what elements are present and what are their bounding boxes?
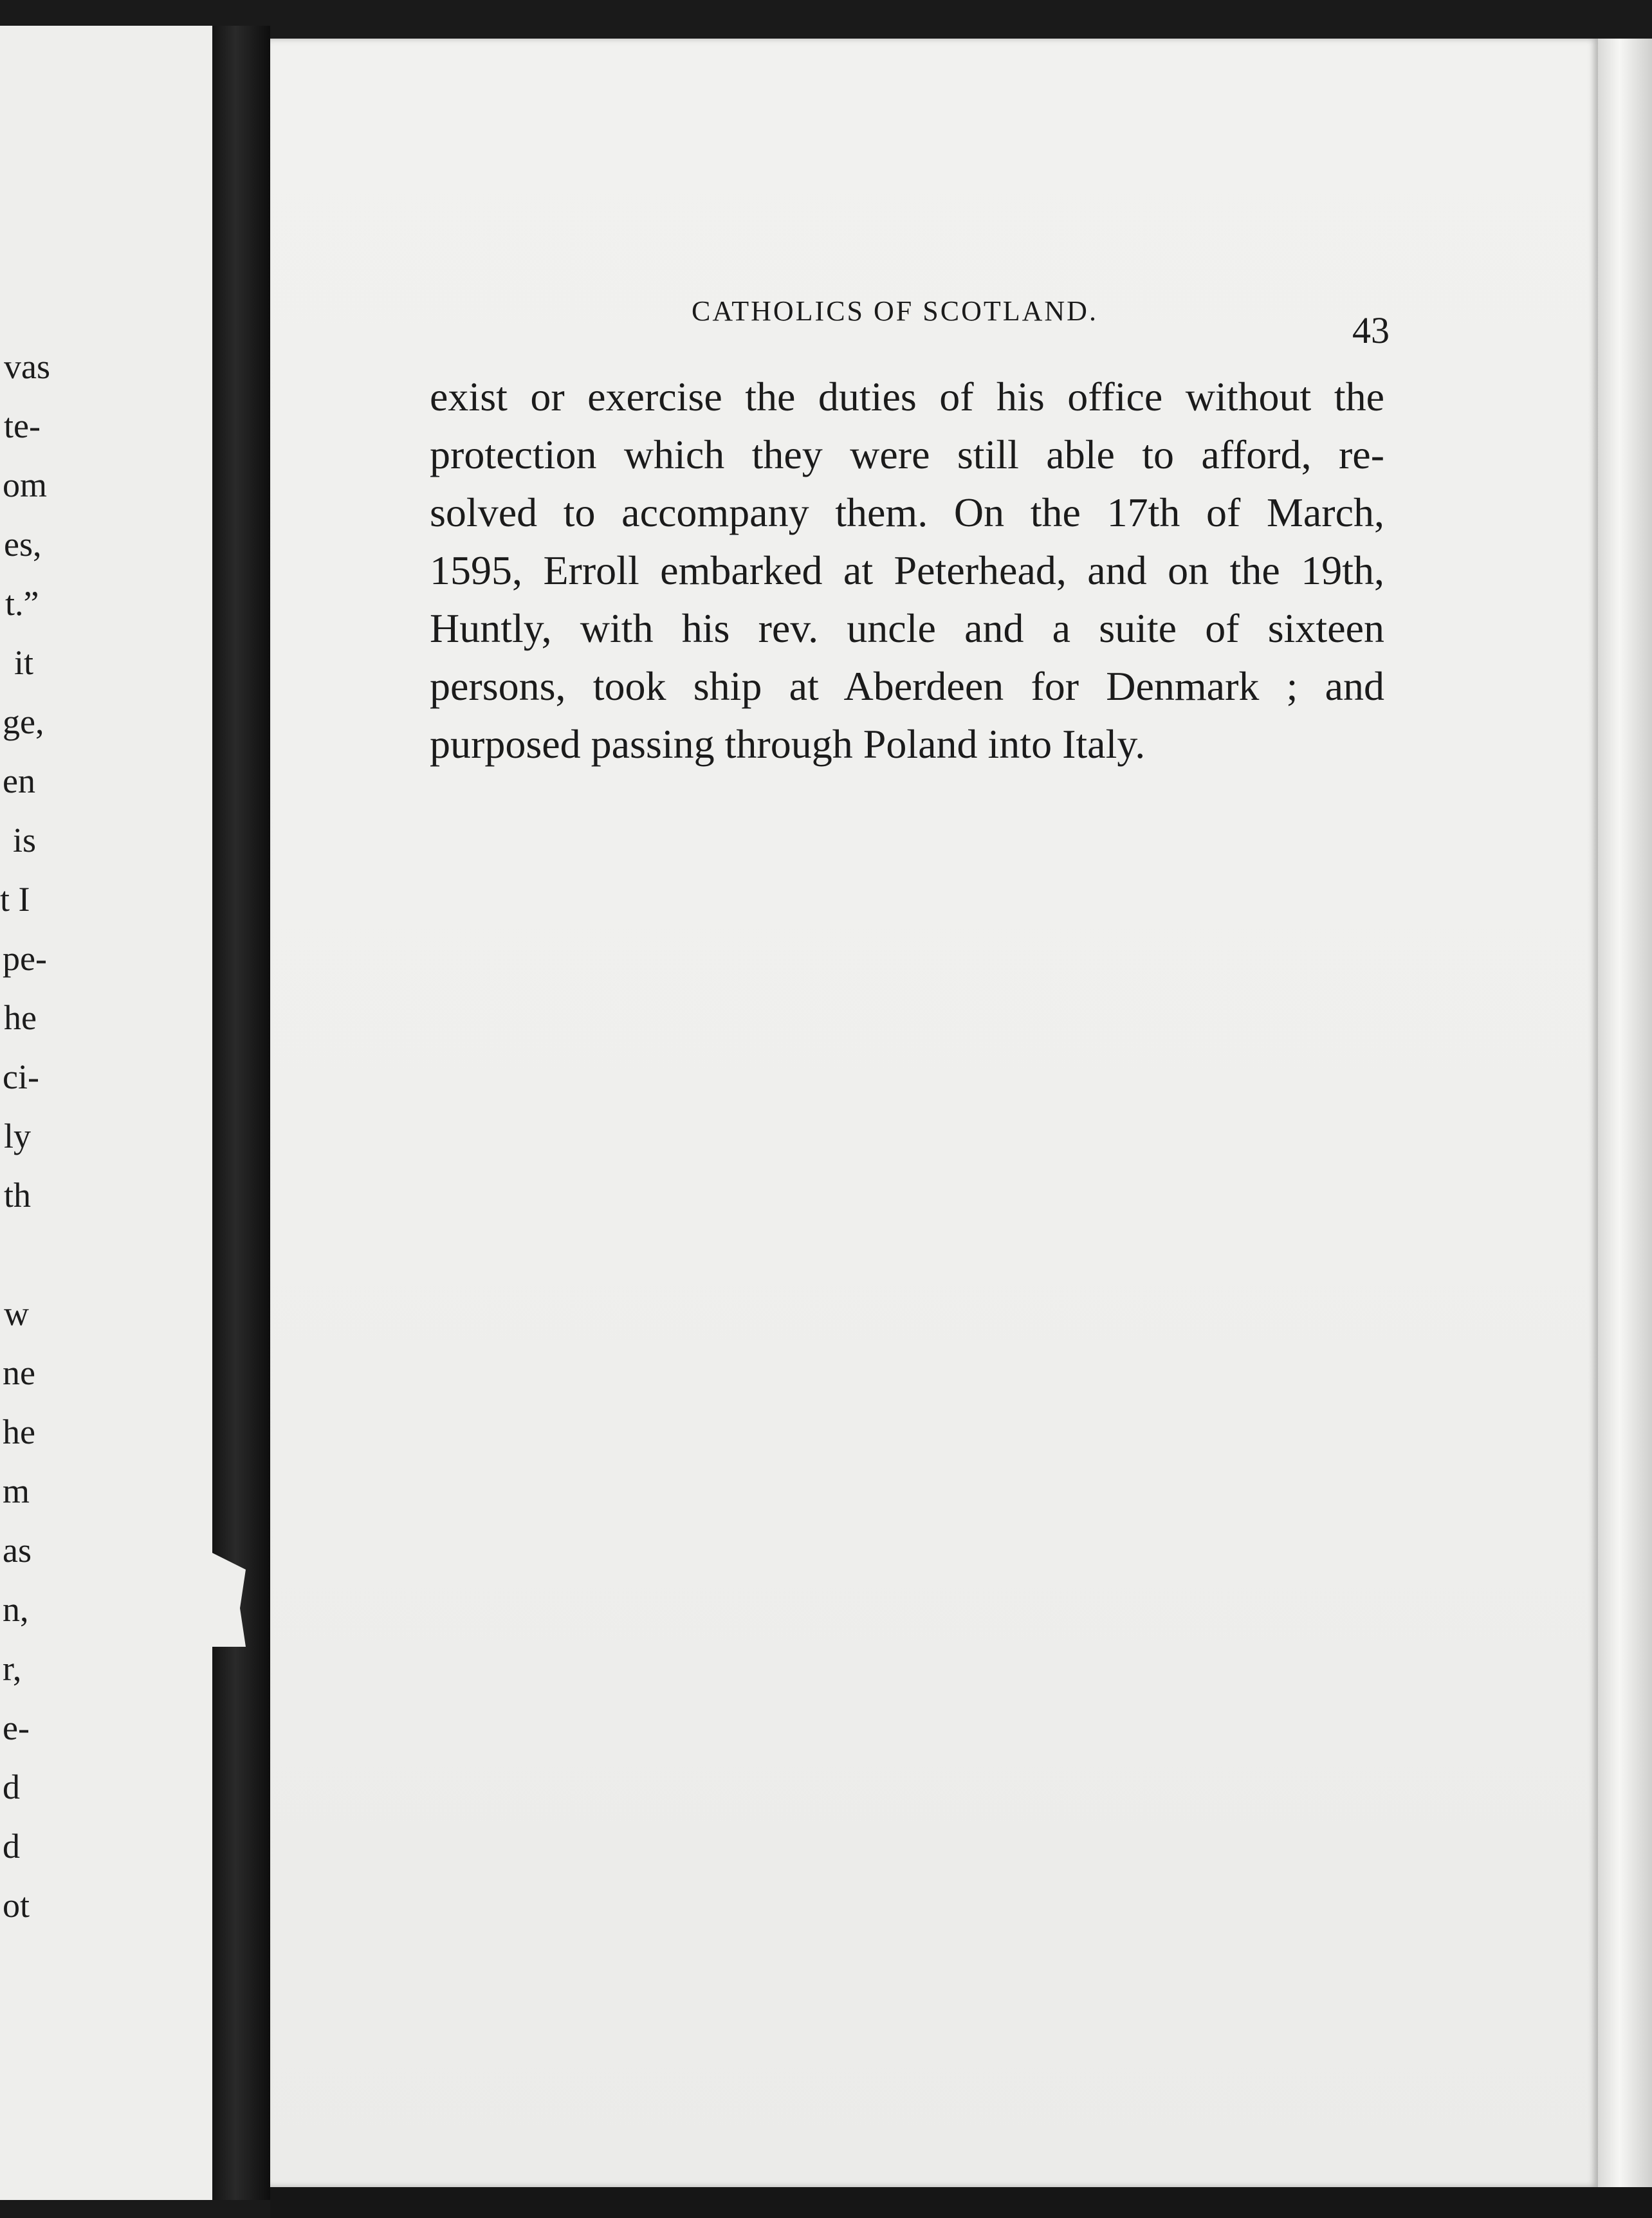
left-page-fragment: te- xyxy=(4,407,41,445)
left-page-fragment: he xyxy=(3,1413,35,1451)
left-page-fragment: r, xyxy=(3,1649,22,1688)
left-page-fragment: ge, xyxy=(3,702,44,741)
left-page-fragment: om xyxy=(3,466,48,504)
page-header xyxy=(386,295,1390,351)
left-page-fragment: pe- xyxy=(3,939,47,978)
page-fore-edge xyxy=(1598,39,1652,2218)
left-page-fragment: t I xyxy=(0,880,30,919)
left-page-fragment: ci- xyxy=(3,1058,39,1096)
left-page-fragment: he xyxy=(4,998,37,1037)
left-page-fragment: en xyxy=(3,762,35,800)
text-line: protection which they were still able to afford, re- xyxy=(430,432,1384,477)
text-line: exist or exercise the duties of his office without the xyxy=(430,374,1384,419)
left-page-fragment: d xyxy=(3,1827,20,1865)
left-page-fragment: ly xyxy=(4,1117,32,1155)
left-page-fragment: m xyxy=(3,1472,30,1510)
text-line: persons, took ship at Aberdeen for Denmark ; and xyxy=(430,663,1384,709)
left-page-fragment: e- xyxy=(3,1709,30,1747)
text-line: 1595, Erroll embarked at Peterhead, and on the 19th, xyxy=(430,547,1384,593)
text-line: purposed passing through Poland into Italy. xyxy=(430,721,1146,767)
left-page-fragment: as xyxy=(3,1531,32,1570)
left-page-fragment: es, xyxy=(4,525,42,564)
left-page-fragment: th xyxy=(4,1176,32,1214)
body-paragraph xyxy=(430,368,1384,773)
left-page-fragment: ot xyxy=(3,1886,30,1925)
left-page-fragment: ne xyxy=(3,1353,35,1392)
book-binding-gutter xyxy=(212,26,270,2200)
text-line: solved to accompany them. On the 17th of March, xyxy=(430,490,1384,535)
scan-bottom-border xyxy=(270,2187,1652,2218)
left-page-fragment: t.” xyxy=(5,584,39,623)
running-title: CATHOLICS OF SCOTLAND. xyxy=(692,295,1098,327)
left-page-fragment: n, xyxy=(3,1590,29,1629)
left-page-fragment: it xyxy=(14,643,34,682)
left-page-fragment: is xyxy=(13,821,37,859)
left-page-fragment: w xyxy=(4,1294,29,1333)
previous-page-edge xyxy=(0,26,239,2200)
left-page-fragment: vas xyxy=(4,347,50,386)
text-line: Huntly, with his rev. uncle and a suite of sixteen xyxy=(430,605,1384,651)
left-page-fragment: d xyxy=(3,1768,20,1806)
book-page xyxy=(270,39,1598,2187)
page-number: 43 xyxy=(1352,309,1390,351)
